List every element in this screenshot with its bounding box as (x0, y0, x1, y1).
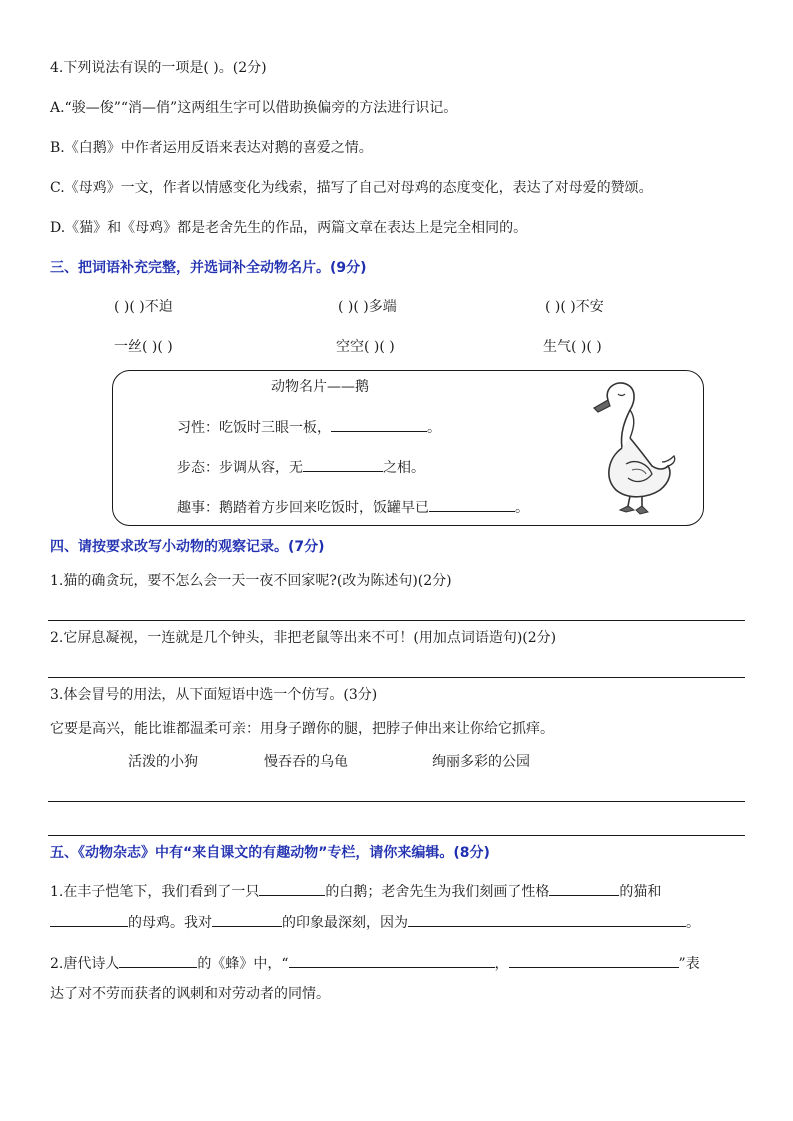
idiom-blank-4[interactable]: 一丝( )( ) (114, 339, 173, 355)
blank-poet[interactable] (119, 953, 197, 968)
blank-cat-trait[interactable] (549, 881, 619, 896)
card-gait-suffix: 之相。 (383, 460, 425, 476)
idiom-blank-2[interactable]: ( )( )多端 (338, 299, 397, 315)
card-habit-end: 。 (427, 420, 441, 436)
q4-title: 4.下列说法有误的一项是( )。(2分) (50, 60, 267, 76)
section5-q1-text-4: 的母鸡。我对 (128, 915, 212, 931)
q4-option-d: D.《猫》和《母鸡》都是老舍先生的作品，两篇文章在表达上是完全相同的。 (50, 220, 528, 236)
card-gait (177, 457, 425, 478)
blank-goose-trait[interactable] (259, 881, 325, 896)
idiom-blank-6[interactable]: 生气( )( ) (543, 339, 602, 355)
section4-q3: 3.体会冒号的用法，从下面短语中选一个仿写。(3分) (50, 687, 378, 703)
card-gait-blank[interactable] (303, 457, 383, 472)
idiom-blank-5[interactable]: 空空( )( ) (336, 339, 395, 355)
card-title: 动物名片——鹅 (271, 379, 369, 395)
q4-option-b: B.《白鹅》中作者运用反语来表达对鹅的喜爱之情。 (50, 140, 373, 156)
blank-favorite-animal[interactable] (212, 912, 282, 927)
section5-q1-text-1: 1.在丰子恺笔下，我们看到了一只 (50, 884, 260, 900)
card-habit-blank[interactable] (331, 417, 427, 432)
q4-option-c: C.《母鸡》一文，作者以情感变化为线索，描写了自己对母鸡的态度变化，表达了对母爱的赞颂。 (50, 180, 653, 196)
card-gait-label: 步态：步调从容，无 (177, 460, 303, 476)
answer-line-q3b[interactable] (48, 835, 745, 836)
blank-verse-1[interactable] (289, 953, 495, 968)
answer-line-q2[interactable] (48, 677, 745, 678)
section5-q1-end: 。 (686, 915, 700, 931)
phrase-option-3: 绚丽多彩的公园 (432, 754, 530, 770)
blank-reason[interactable] (408, 912, 686, 927)
section4-heading: 四、请按要求改写小动物的观察记录。(7分) (50, 539, 325, 555)
section3-heading: 三、把词语补充完整，并选词补全动物名片。(9分) (50, 260, 367, 276)
card-fun (177, 497, 529, 518)
answer-line-q3a[interactable] (48, 801, 745, 802)
answer-line-q1[interactable] (48, 620, 745, 621)
phrase-option-2: 慢吞吞的乌龟 (264, 754, 348, 770)
card-fun-end: 。 (515, 500, 529, 516)
section5-q2-line1 (50, 953, 700, 974)
idiom-blank-1[interactable]: ( )( )不迫 (114, 299, 173, 315)
section5-q2-text-3: ”表 (678, 956, 700, 972)
section4-q1: 1.猫的确贪玩，要不怎么会一天一夜不回家呢?(改为陈述句)(2分) (50, 573, 452, 589)
section4-q3-example: 它要是高兴，能比谁都温柔可亲：用身子蹭你的腿，把脖子伸出来让你给它抓痒。 (50, 721, 554, 737)
section5-q2-comma: ， (494, 956, 509, 972)
section5-q1-line2 (50, 912, 700, 933)
card-fun-blank[interactable] (429, 497, 515, 512)
section5-q2-line2: 达了对不劳而获者的讽刺和对劳动者的同情。 (50, 986, 330, 1002)
card-habit (177, 417, 441, 438)
section5-q1-text-3: 的猫和 (619, 884, 662, 900)
card-habit-label: 习性：吃饭时三眼一板， (177, 420, 331, 436)
q4-option-a: A.“骏—俊”“消—俏”这两组生字可以借助换偏旁的方法进行识记。 (50, 100, 458, 116)
section5-q2-text-2: 的《蜂》中，“ (197, 956, 289, 972)
idiom-blank-3[interactable]: ( )( )不安 (545, 299, 604, 315)
section5-q1-text-5: 的印象最深刻，因为 (282, 915, 408, 931)
phrase-option-1: 活泼的小狗 (128, 754, 198, 770)
section5-q2-text-1: 2.唐代诗人 (50, 956, 120, 972)
section5-q1-line1 (50, 881, 661, 902)
section5-q1-text-2: 的白鹅；老舍先生为我们刻画了性格 (325, 884, 550, 900)
blank-hen-trait[interactable] (50, 912, 128, 927)
goose-icon (586, 378, 678, 518)
section5-heading: 五、《动物杂志》中有“来自课文的有趣动物”专栏，请你来编辑。(8分) (50, 845, 490, 861)
section4-q2: 2.它屏息凝视，一连就是几个钟头，非把老鼠等出来不可！(用加点词语造句)(2分) (50, 630, 557, 646)
card-fun-label: 趣事：鹅踏着方步回来吃饭时，饭罐早已 (177, 500, 429, 516)
blank-verse-2[interactable] (509, 953, 679, 968)
